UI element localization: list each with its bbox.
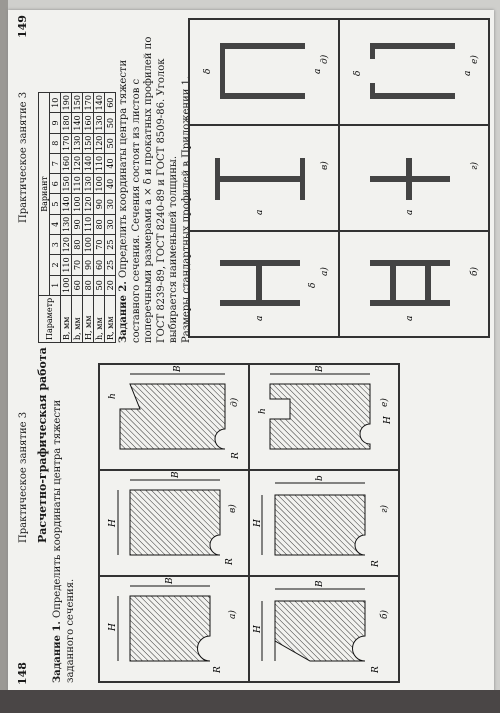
svg-text:B: B: [315, 580, 325, 587]
table-param-cell: h, мм: [94, 295, 105, 342]
rotated-spread: [8, 10, 494, 693]
table-cell: 60: [105, 93, 116, 113]
svg-text:B: B: [173, 365, 183, 372]
table-row: [83, 93, 94, 343]
svg-text:a: a: [255, 209, 265, 215]
table-cell: 40: [105, 174, 116, 194]
table-cell: 120: [72, 153, 83, 173]
variant-number: 3: [50, 235, 61, 255]
table-cell: 170: [61, 133, 72, 153]
table-cell: 130: [83, 174, 94, 194]
table-cell: 25: [105, 255, 116, 275]
table-cell: 80: [83, 275, 94, 295]
svg-text:h: h: [108, 393, 118, 399]
svg-text:R: R: [225, 558, 235, 565]
task1-heading: Задание 1.: [52, 621, 63, 683]
svg-text:a: a: [463, 70, 473, 76]
left-page-number: 148: [16, 662, 29, 685]
table-cell: 120: [83, 194, 94, 214]
variant-number: 8: [50, 133, 61, 153]
figure-label-d: д): [230, 397, 240, 407]
svg-text:a: a: [313, 68, 323, 74]
figure-label-b: б): [380, 609, 390, 619]
table-cell: 40: [105, 153, 116, 173]
figure-label-g: г): [380, 504, 390, 513]
table-cell: 130: [94, 113, 105, 133]
t2-label-a: а): [320, 267, 330, 276]
variant-table: [38, 92, 116, 343]
task2-text: Определить координаты центра тяжести составного сечения. Сечения состоят из листов с поперечными размерами a × δ и прокатных профилей по ГОСТ 8239-89, ГОСТ 8240-89 и ГОСТ 8509-86. Уголок выбирается наименьшей толщины.: [118, 36, 179, 343]
figure-label-v: в): [228, 504, 238, 513]
variant-number: 9: [50, 113, 61, 133]
task2-note: Размеры стандартных профилей в Приложении 1.: [180, 75, 192, 343]
task1-figure-v: [99, 470, 249, 576]
table-cell: 150: [83, 133, 94, 153]
table-cell: 90: [83, 255, 94, 275]
table-cell: 150: [72, 93, 83, 113]
scan-background-strip: [0, 690, 500, 713]
variant-number: 5: [50, 194, 61, 214]
svg-text:H: H: [253, 519, 263, 527]
svg-text:R: R: [371, 560, 381, 567]
svg-text:B: B: [165, 577, 175, 584]
table-cell: 60: [94, 255, 105, 275]
task1-figure-g: [249, 470, 399, 576]
task2-figure-g: [339, 125, 489, 231]
variant-number: 2: [50, 255, 61, 275]
svg-text:R: R: [231, 452, 241, 459]
table-param-header: Параметр: [39, 295, 61, 342]
table-cell: 80: [94, 214, 105, 234]
table-cell: 140: [72, 113, 83, 133]
t2-label-g: г): [470, 161, 480, 170]
variant-number: 1: [50, 275, 61, 295]
table-row: [94, 93, 105, 343]
variant-number: 4: [50, 214, 61, 234]
table-cell: 110: [94, 153, 105, 173]
task2-figure-grid: [188, 18, 490, 338]
task2-figure-v: [189, 125, 339, 231]
table-variant-header: Вариант: [39, 93, 50, 296]
table-cell: 140: [94, 93, 105, 113]
table-cell: 20: [105, 275, 116, 295]
figure-label-a: а): [228, 610, 238, 619]
table-cell: 150: [61, 174, 72, 194]
task2-heading: Задание 2.: [118, 281, 129, 343]
svg-text:h: h: [258, 408, 268, 414]
t2-label-b: б): [470, 266, 480, 276]
table-cell: 100: [94, 174, 105, 194]
t2-label-e: е): [470, 55, 480, 64]
task2-paragraph: [118, 18, 193, 343]
table-cell: 120: [94, 133, 105, 153]
table-body: [61, 93, 116, 343]
table-cell: 30: [105, 194, 116, 214]
svg-text:a: a: [255, 315, 265, 321]
task2-figure-e: [339, 19, 489, 125]
table-cell: 70: [94, 235, 105, 255]
task2-figure-a: [189, 231, 339, 337]
table-row: [105, 93, 116, 343]
task1-figure-d: [99, 364, 249, 470]
task1-paragraph: [52, 363, 77, 683]
task2-figure-b: [339, 231, 489, 337]
svg-text:B: B: [315, 365, 325, 372]
task1-figure-e: [249, 364, 399, 470]
table-cell: 60: [72, 275, 83, 295]
svg-text:a: a: [405, 315, 415, 321]
table-cell: 90: [94, 194, 105, 214]
figure-label-e: е): [380, 398, 390, 407]
table-cell: 110: [72, 174, 83, 194]
svg-text:H: H: [108, 519, 118, 527]
svg-text:R: R: [371, 666, 381, 673]
svg-text:δ: δ: [308, 282, 318, 288]
table-cell: 130: [61, 214, 72, 234]
table-cell: 120: [61, 235, 72, 255]
svg-text:δ: δ: [203, 68, 213, 74]
svg-text:H: H: [253, 625, 263, 633]
table-row: [61, 93, 72, 343]
book-edge-shadow: [0, 0, 8, 713]
table-cell: 140: [61, 194, 72, 214]
table-cell: 80: [72, 235, 83, 255]
task1-figure-b: [249, 576, 399, 682]
table-cell: 100: [72, 194, 83, 214]
svg-text:R: R: [213, 666, 223, 673]
book-spread: [8, 10, 494, 693]
table-cell: 190: [61, 93, 72, 113]
svg-text:H: H: [383, 416, 393, 424]
table-cell: 30: [105, 214, 116, 234]
table-cell: 100: [61, 275, 72, 295]
t2-label-v: в): [320, 161, 330, 170]
table-cell: 50: [105, 133, 116, 153]
table-cell: 25: [105, 235, 116, 255]
task1-figure-grid: [98, 363, 400, 683]
table-cell: 50: [94, 275, 105, 295]
variant-number: 7: [50, 153, 61, 173]
table-cell: 70: [72, 255, 83, 275]
right-page-number: 149: [16, 15, 29, 38]
table-param-cell: b, мм: [72, 295, 83, 342]
svg-text:δ: δ: [353, 70, 363, 76]
section-title: Расчетно-графическая работа: [36, 347, 49, 543]
table-param-cell: B, мм: [61, 295, 72, 342]
svg-text:B: B: [171, 471, 181, 478]
table-param-cell: H, мм: [83, 295, 94, 342]
table-cell: 130: [72, 133, 83, 153]
table-cell: 160: [61, 153, 72, 173]
table-cell: 110: [61, 255, 72, 275]
left-running-header: Практическое занятие 3: [18, 411, 29, 543]
t2-label-d: д): [320, 54, 330, 64]
task1-text: Определить координаты центра тяжести заданного сечения.: [52, 399, 76, 683]
table-param-cell: R, мм: [105, 295, 116, 342]
dim-H: H: [108, 623, 118, 631]
svg-text:b: b: [315, 475, 325, 481]
task2-figure-d: [189, 19, 339, 125]
task1-figure-a: [99, 576, 249, 682]
table-cell: 170: [83, 93, 94, 113]
table-cell: 140: [83, 153, 94, 173]
variant-number: 6: [50, 174, 61, 194]
svg-text:a: a: [405, 209, 415, 215]
table-cell: 100: [83, 235, 94, 255]
right-running-header: Практическое занятие 3: [18, 91, 29, 223]
table-cell: 160: [83, 113, 94, 133]
figure-a-drawing: [100, 577, 248, 681]
table-cell: 180: [61, 113, 72, 133]
table-cell: 50: [105, 113, 116, 133]
variant-number: 10: [50, 93, 61, 113]
table-cell: 110: [83, 214, 94, 234]
table-cell: 90: [72, 214, 83, 234]
table-row: [72, 93, 83, 343]
